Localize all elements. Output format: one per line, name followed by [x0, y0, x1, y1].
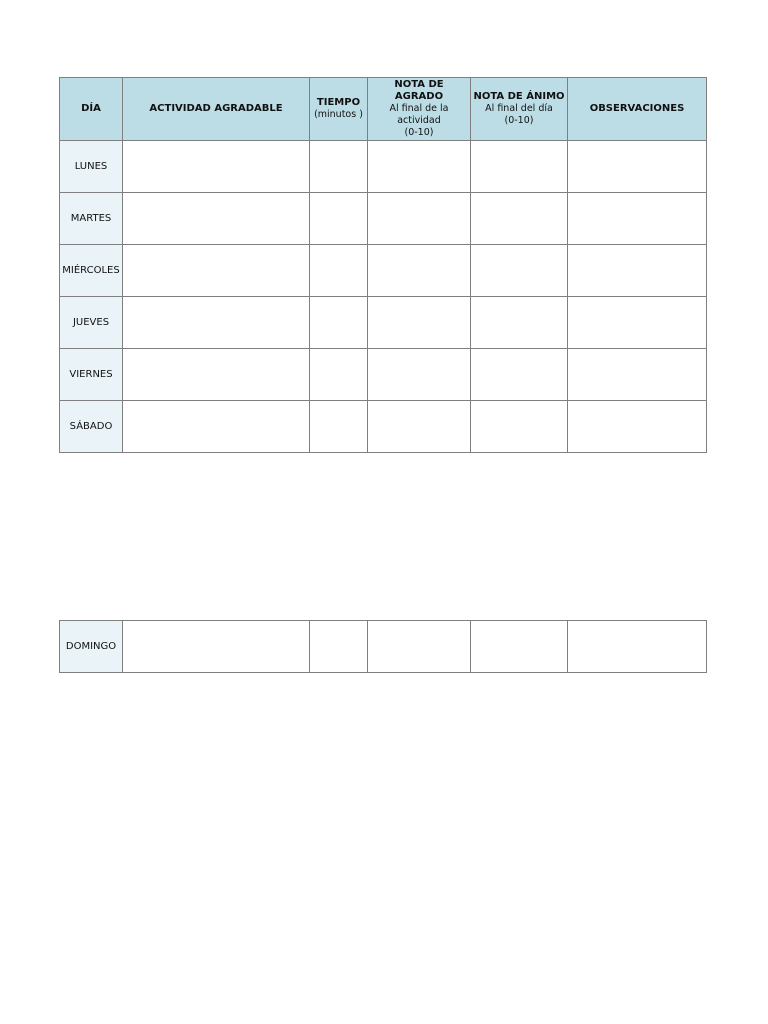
observaciones-cell[interactable] [568, 245, 707, 297]
tiempo-cell[interactable] [310, 141, 368, 193]
animo-cell[interactable] [471, 621, 568, 673]
tiempo-cell[interactable] [310, 245, 368, 297]
actividad-cell[interactable] [123, 621, 310, 673]
agrado-cell[interactable] [368, 621, 471, 673]
sunday-table [59, 620, 707, 673]
weekly-activity-table [59, 77, 707, 453]
animo-cell[interactable] [471, 349, 568, 401]
day-label-viernes: VIERNES [60, 349, 123, 401]
table-row [60, 621, 707, 673]
agrado-cell[interactable] [368, 245, 471, 297]
table-row [60, 297, 707, 349]
actividad-cell[interactable] [123, 349, 310, 401]
day-label-lunes: LUNES [60, 141, 123, 193]
actividad-cell[interactable] [123, 141, 310, 193]
animo-cell[interactable] [471, 141, 568, 193]
day-label-sabado: SÁBADO [60, 401, 123, 453]
header-agrado-range: (0-10) [404, 127, 434, 138]
day-label-domingo: DOMINGO [60, 621, 123, 673]
observaciones-cell[interactable] [568, 141, 707, 193]
table-row [60, 193, 707, 245]
table-row [60, 245, 707, 297]
observaciones-cell[interactable] [568, 621, 707, 673]
tiempo-cell[interactable] [310, 297, 368, 349]
agrado-cell[interactable] [368, 349, 471, 401]
animo-cell[interactable] [471, 401, 568, 453]
day-label-martes: MARTES [60, 193, 123, 245]
header-tiempo: TIEMPO (minutos ) [310, 78, 368, 141]
header-animo: NOTA DE ÁNIMO Al final del día (0-10) [471, 78, 568, 141]
observaciones-cell[interactable] [568, 193, 707, 245]
actividad-cell[interactable] [123, 401, 310, 453]
header-row [60, 78, 707, 141]
table-row [60, 349, 707, 401]
header-agrado-sub: Al final de la actividad [389, 103, 449, 126]
header-animo-range: (0-10) [504, 115, 534, 126]
actividad-cell[interactable] [123, 297, 310, 349]
actividad-cell[interactable] [123, 245, 310, 297]
tiempo-cell[interactable] [310, 401, 368, 453]
observaciones-cell[interactable] [568, 401, 707, 453]
table-row [60, 401, 707, 453]
observaciones-cell[interactable] [568, 349, 707, 401]
animo-cell[interactable] [471, 193, 568, 245]
agrado-cell[interactable] [368, 297, 471, 349]
tiempo-cell[interactable] [310, 193, 368, 245]
table-row [60, 141, 707, 193]
header-actividad: ACTIVIDAD AGRADABLE [123, 78, 310, 141]
header-tiempo-sub: (minutos ) [314, 109, 363, 120]
animo-cell[interactable] [471, 297, 568, 349]
agrado-cell[interactable] [368, 141, 471, 193]
actividad-cell[interactable] [123, 193, 310, 245]
header-animo-sub: Al final del día [485, 103, 553, 114]
tiempo-cell[interactable] [310, 621, 368, 673]
agrado-cell[interactable] [368, 193, 471, 245]
tiempo-cell[interactable] [310, 349, 368, 401]
header-agrado: NOTA DE AGRADO Al final de la actividad (0-10) [368, 78, 471, 141]
day-label-miercoles: MIÉRCOLES [60, 245, 123, 297]
header-observaciones: OBSERVACIONES [568, 78, 707, 141]
agrado-cell[interactable] [368, 401, 471, 453]
day-label-jueves: JUEVES [60, 297, 123, 349]
animo-cell[interactable] [471, 245, 568, 297]
header-dia: DÍA [60, 78, 123, 141]
observaciones-cell[interactable] [568, 297, 707, 349]
